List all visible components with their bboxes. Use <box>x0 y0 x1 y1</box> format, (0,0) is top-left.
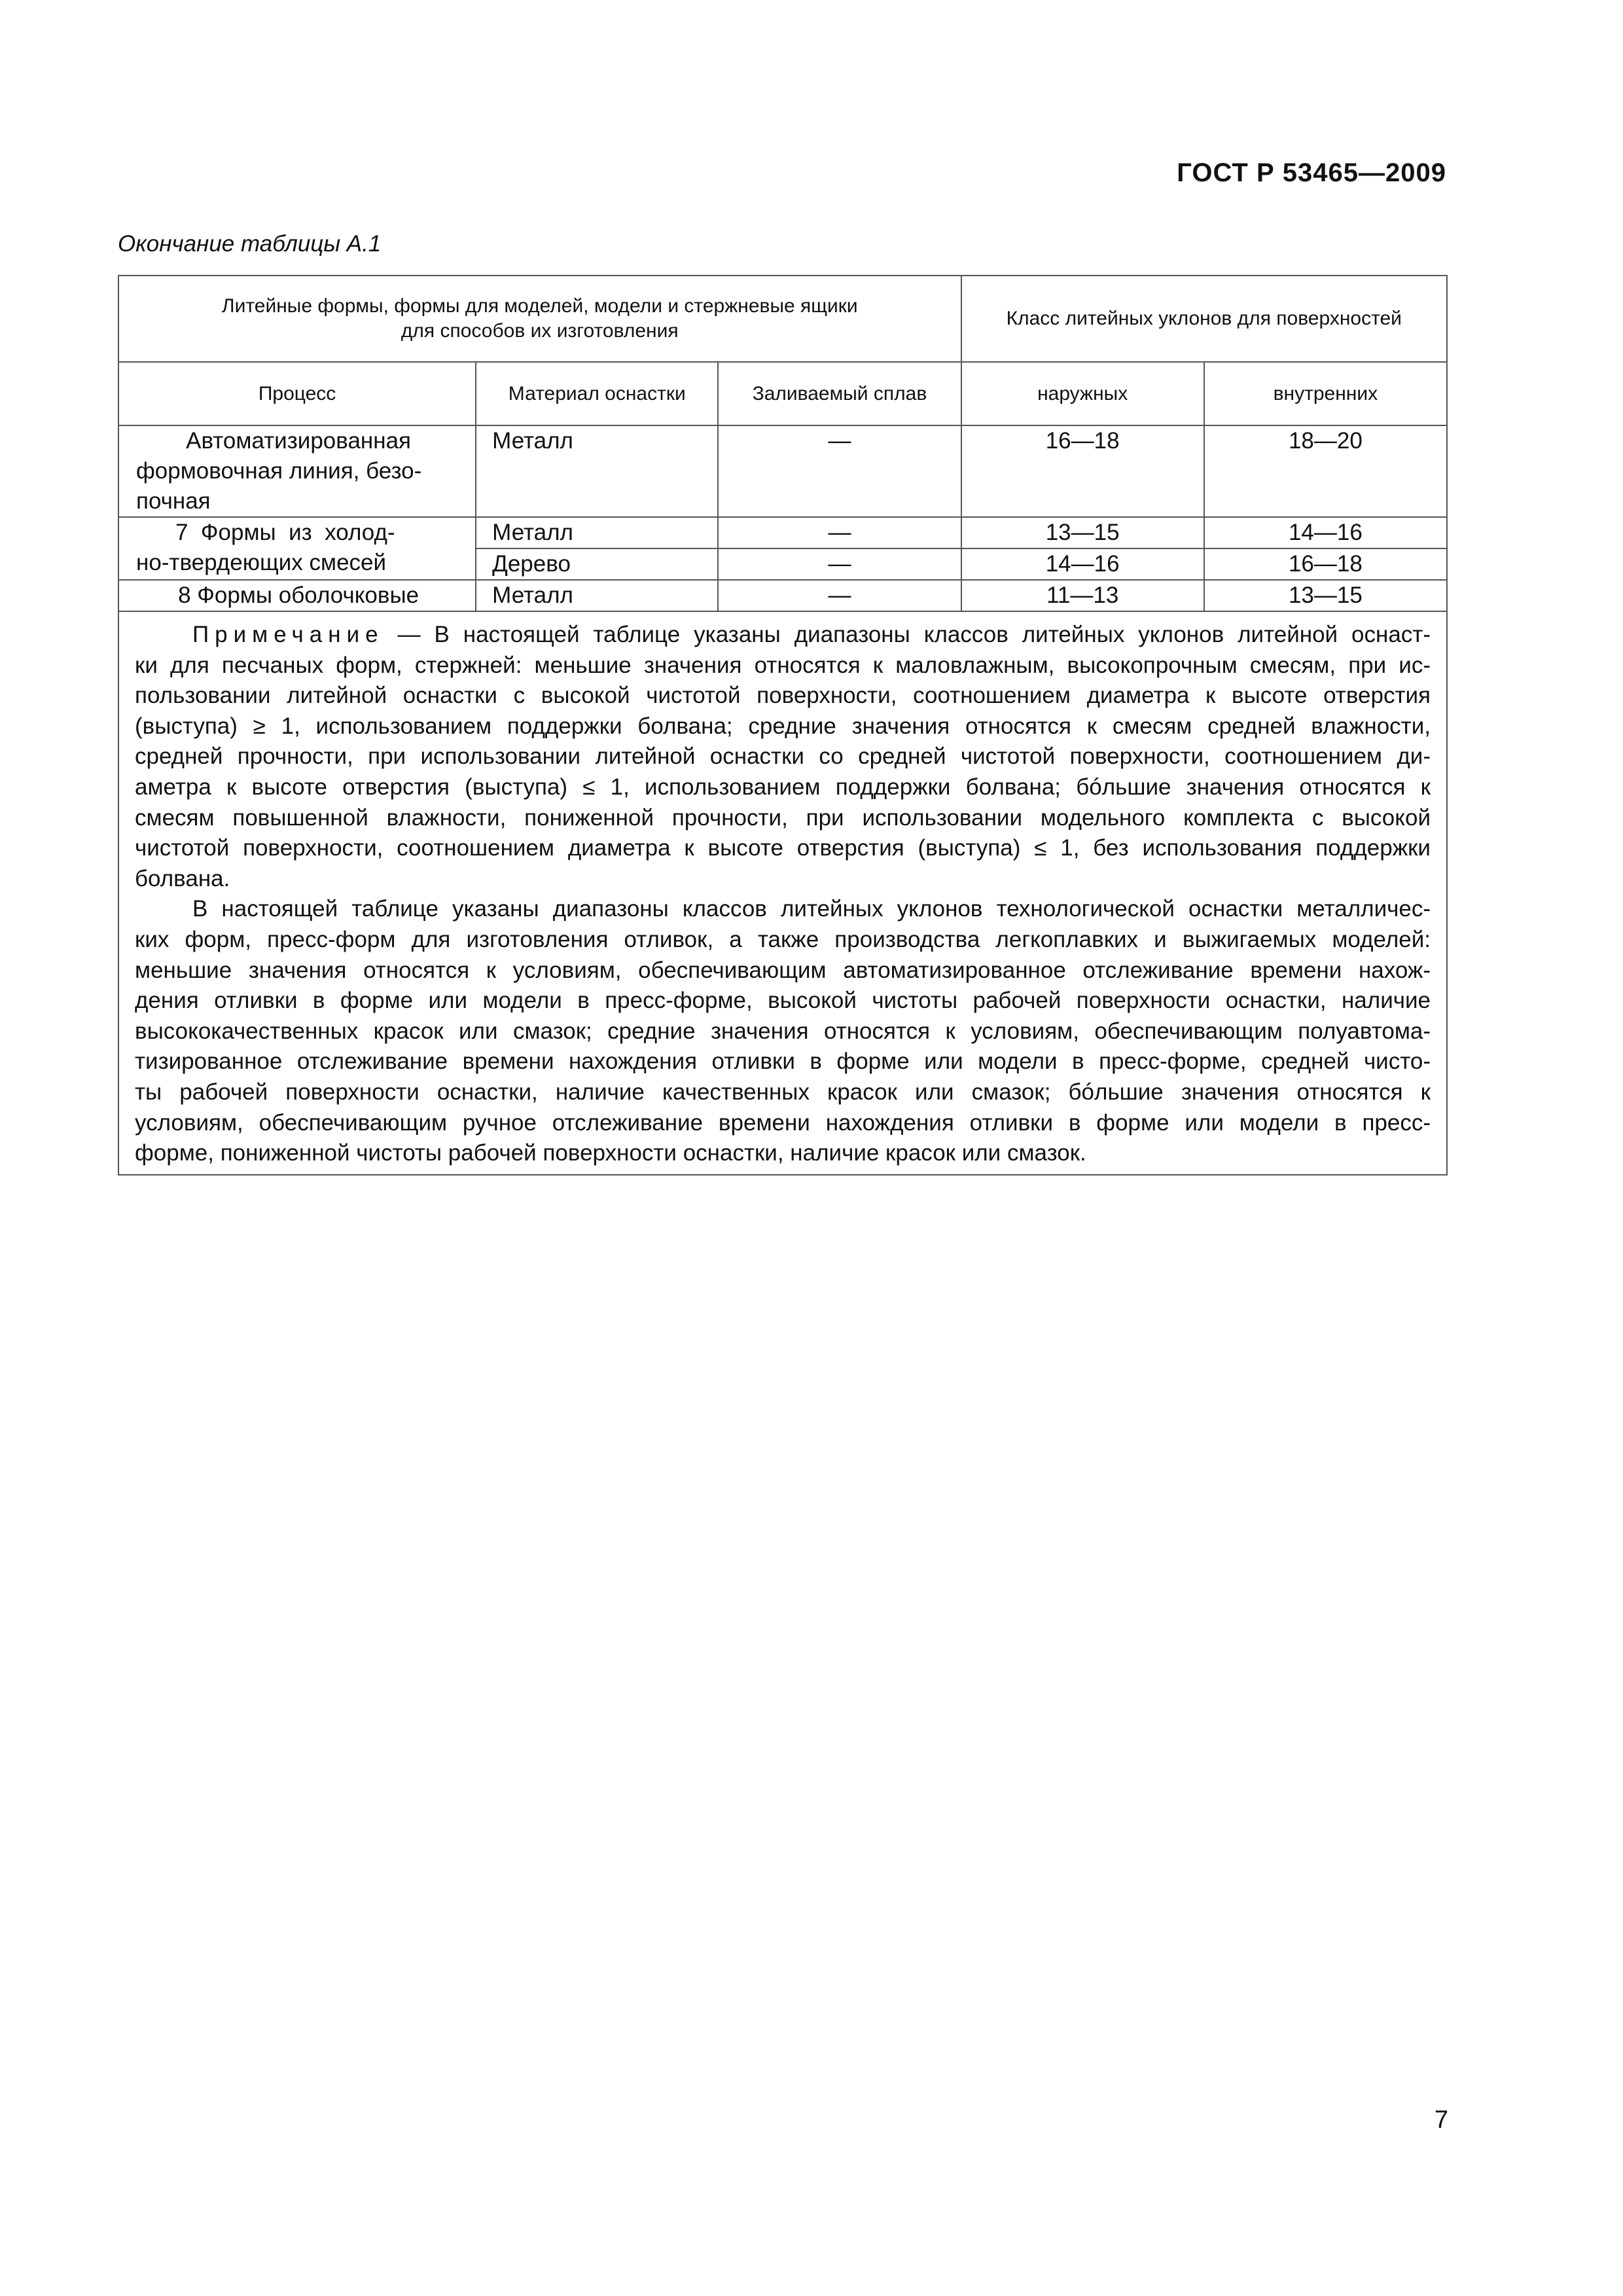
process-cell <box>118 425 476 517</box>
draft-classes-table <box>118 275 1448 1175</box>
note-line: тизированное отслеживание времени нахождения отливки в форме или модели в пресс-форме, средней чисто- <box>135 1049 1431 1075</box>
note-line: ки для песчаных форм, стержней: меньшие значения относятся к маловлажным, высокопрочным смесям, при ис- <box>135 652 1431 678</box>
document-code: ГОСТ Р 53465—2009 <box>1177 158 1446 187</box>
note-line: аметра к высоте отверстия (выступа) ≤ 1, использованием поддержки болвана; бóльшие значения относятся к <box>135 774 1431 800</box>
note-line: пользовании литейной оснастки с высокой чистотой поверхности, соотношением диаметра к высоте отверстия <box>135 683 1431 709</box>
header-tooling-line-1: Литейные формы, формы для моделей, модели и стержневые ящики <box>221 295 858 317</box>
column-header-outer: наружных <box>961 362 1204 425</box>
note-line: высококачественных красок или смазок; средние значения относятся к условиям, обеспечивающим полуавтома- <box>135 1018 1431 1044</box>
process-text-line: почная <box>136 488 211 514</box>
note-line: болвана. <box>135 865 230 891</box>
note-line: Примечание — В настоящей таблице указаны диапазоны классов литейных уклонов литейной оснаст- <box>192 622 1431 647</box>
inner-class-cell: 14—16 <box>1204 517 1447 548</box>
note-line: ких форм, пресс-форм для изготовления отливок, а также производства легкоплавких и выжигаемых моделей: <box>135 926 1431 952</box>
outer-class-cell: 16—18 <box>961 425 1204 517</box>
table-note-row <box>118 611 1447 1175</box>
inner-class-cell: 16—18 <box>1204 548 1447 580</box>
material-cell: Металл <box>476 580 718 611</box>
column-header-material: Материал оснастки <box>476 362 718 425</box>
process-text-line: формовочная линия, безо- <box>136 458 422 484</box>
note-line: чистотой поверхности, соотношением диаметра к высоте отверстия (выступа) ≤ 1, без использования поддержки <box>135 835 1431 861</box>
note-line: В настоящей таблице указаны диапазоны классов литейных уклонов технологической оснастки металличес- <box>192 896 1431 922</box>
table-note <box>118 611 1447 1175</box>
table-row <box>118 580 1447 611</box>
header-draft-class-group: Класс литейных уклонов для поверхностей <box>961 276 1447 362</box>
table-group-header-row <box>118 276 1447 362</box>
header-tooling-line-2: для способов их изготовления <box>401 320 679 342</box>
note-label: Примечание <box>192 622 384 647</box>
process-cell <box>118 517 476 580</box>
alloy-cell: — <box>718 425 961 517</box>
note-line: дения отливки в форме или модели в пресс-форме, высокой чистоты рабочей поверхности оснастки, наличие <box>135 988 1431 1014</box>
column-header-inner: внутренних <box>1204 362 1447 425</box>
alloy-cell: — <box>718 580 961 611</box>
note-line: средней прочности, при использовании литейной оснастки со средней чистотой поверхности, соотношением ди- <box>135 744 1431 770</box>
material-cell: Дерево <box>476 548 718 580</box>
note-line: ты рабочей поверхности оснастки, наличие качественных красок или смазок; бóльшие значения относятся к <box>135 1079 1431 1105</box>
process-text-line: Автоматизированная <box>186 428 412 454</box>
outer-class-cell: 11—13 <box>961 580 1204 611</box>
note-line: форме, пониженной чистоты рабочей поверхности оснастки, наличие красок или смазок. <box>135 1140 1086 1166</box>
note-paragraph-2 <box>135 894 1431 1168</box>
table-row <box>118 517 1447 548</box>
table-column-header-row <box>118 362 1447 425</box>
alloy-cell: — <box>718 548 961 580</box>
inner-class-cell: 18—20 <box>1204 425 1447 517</box>
process-text-line: 8 Формы оболочковые <box>178 583 419 608</box>
header-tooling-group <box>118 276 961 362</box>
table-row <box>118 425 1447 517</box>
note-line: условиям, обеспечивающим ручное отслеживание времени нахождения отливки в форме или модели в пресс- <box>135 1109 1431 1136</box>
material-cell: Металл <box>476 517 718 548</box>
note-line: смесям повышенной влажности, пониженной прочности, при использовании модельного комплекта с высокой <box>135 804 1431 831</box>
outer-class-cell: 14—16 <box>961 548 1204 580</box>
column-header-process: Процесс <box>118 362 476 425</box>
page-number: 7 <box>1434 2106 1448 2134</box>
material-cell: Металл <box>476 425 718 517</box>
alloy-cell: — <box>718 517 961 548</box>
note-paragraph-1 <box>135 620 1431 894</box>
process-cell <box>118 580 476 611</box>
inner-class-cell: 13—15 <box>1204 580 1447 611</box>
table-caption: Окончание таблицы А.1 <box>118 231 382 257</box>
process-text-line: но-твердеющих смесей <box>136 550 387 575</box>
note-line: (выступа) ≥ 1, использованием поддержки болвана; средние значения относятся к смесям средней влажности, <box>135 713 1431 739</box>
outer-class-cell: 13—15 <box>961 517 1204 548</box>
process-text-line: 7 Формы из холод- <box>175 520 395 545</box>
column-header-alloy: Заливаемый сплав <box>718 362 961 425</box>
note-line: меньшие значения относятся к условиям, обеспечивающим автоматизированное отслеживание времени нахож- <box>135 957 1431 983</box>
